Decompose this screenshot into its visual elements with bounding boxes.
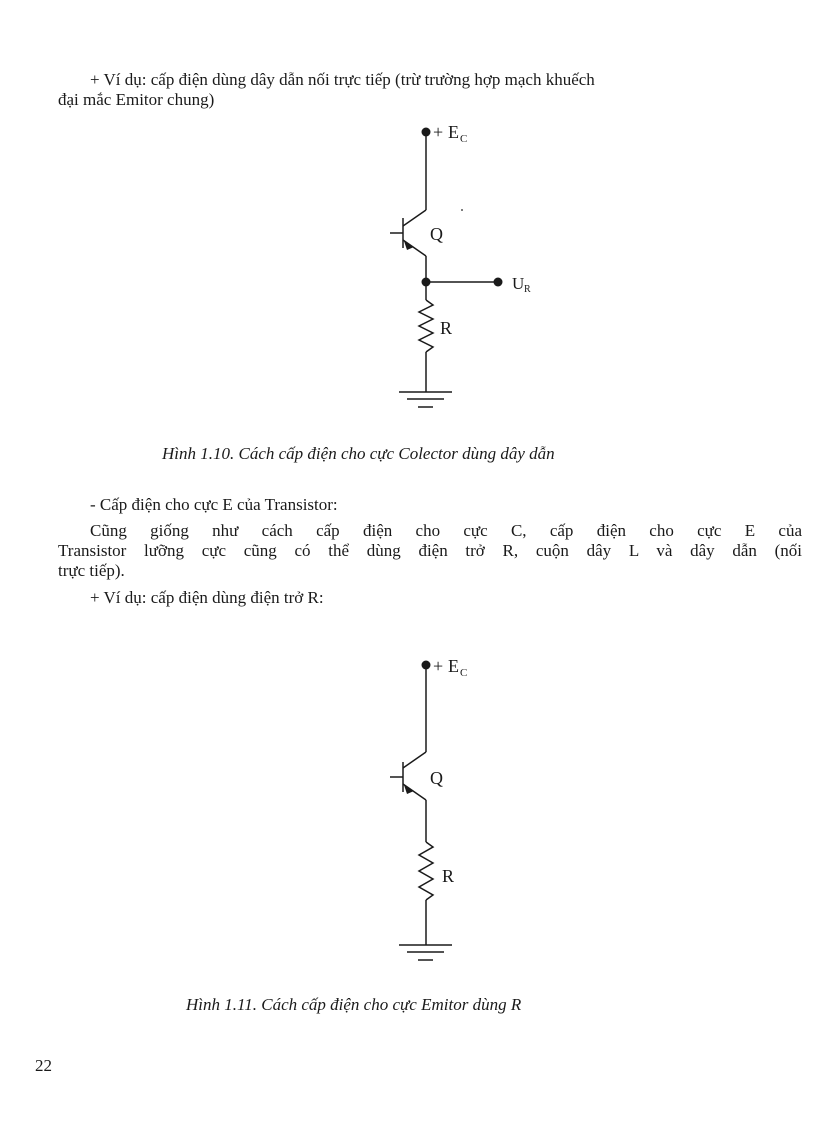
supply-label: E xyxy=(448,122,459,142)
section-example: + Ví dụ: cấp điện dùng điện trở R: xyxy=(90,588,324,607)
output-subscript: R xyxy=(524,284,531,295)
resistor-label: R xyxy=(440,318,453,338)
example-line-1: + Ví dụ: cấp điện dùng dây dẫn nối trực tiếp (trừ trường hợp mạch khuếch xyxy=(90,70,595,89)
emitter-arrow-icon xyxy=(404,785,414,794)
output-label: U xyxy=(512,274,525,293)
supply-label: E xyxy=(448,656,459,676)
figure-1-11-caption: Hình 1.11. Cách cấp điện cho cực Emitor dùng R xyxy=(186,995,522,1014)
supply-subscript: C xyxy=(460,667,468,679)
supply-terminal-dot xyxy=(422,661,431,670)
example-line-2: đại mắc Emitor chung) xyxy=(58,90,215,109)
section-heading: - Cấp điện cho cực E của Transistor: xyxy=(90,495,338,514)
section-body-line-3: trực tiếp). xyxy=(58,561,125,580)
figure-1-10-caption: Hình 1.10. Cách cấp điện cho cực Colector dùng dây dẫn xyxy=(162,444,555,463)
supply-subscript: C xyxy=(460,133,468,145)
supply-plus: + xyxy=(433,656,444,676)
section-body-line-1: Cũng giống như cách cấp điện cho cực C, cấp điện cho cực E của xyxy=(90,521,802,540)
transistor-label: Q xyxy=(430,768,443,788)
supply-plus: + xyxy=(433,122,444,142)
transistor-label: Q xyxy=(430,224,443,244)
resistor-label: R xyxy=(442,866,455,886)
section-body-line-2: Transistor lưỡng cực cũng có thể dùng điện trở R, cuộn dây L và dây dẫn (nối xyxy=(58,541,802,560)
page-number: 22 xyxy=(35,1056,52,1075)
